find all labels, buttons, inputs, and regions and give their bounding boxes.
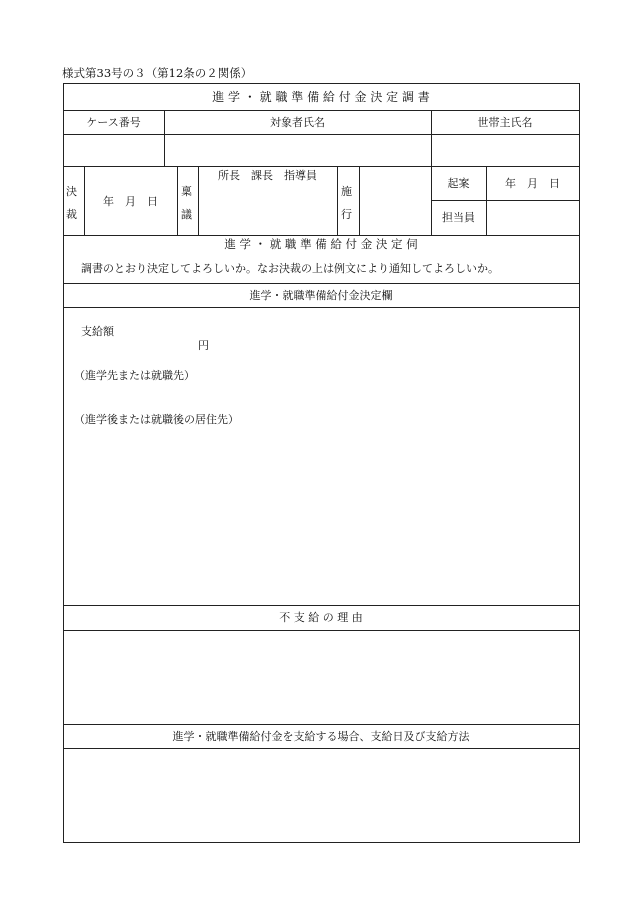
tantou-label: 担当員 (442, 211, 475, 224)
kessai-date: 年 月 日 (103, 195, 158, 208)
kian-label: 起案 (447, 177, 470, 190)
inquiry-text: 調書のとおり決定してよろしいか。なお決裁の上は例文により通知してよろしいか。 (81, 262, 499, 275)
decision-title: 進学・就職準備給付金決定欄 (249, 289, 393, 302)
yen-label: 円 (198, 339, 209, 352)
divider (63, 724, 579, 725)
kian-date: 年 月 日 (505, 177, 560, 190)
household-head-label: 世帯主氏名 (477, 116, 533, 129)
subject-name-field[interactable] (165, 135, 431, 166)
form-number: 様式第33号の３（第12条の２関係） (62, 66, 253, 80)
non-payment-field[interactable] (64, 631, 578, 724)
shiko-field[interactable] (360, 167, 431, 235)
ringi-label-1: 稟 (181, 185, 192, 198)
non-payment-title: 不 支 給 の 理 由 (279, 611, 363, 624)
kessai-label-2: 裁 (66, 208, 77, 221)
destination-label: （進学先または就職先） (74, 369, 195, 382)
ringi-label-2: 議 (181, 208, 192, 221)
divider (63, 110, 579, 111)
case-number-label: ケース番号 (86, 116, 141, 129)
shiko-label-1: 施 (341, 185, 352, 198)
tantou-field[interactable] (487, 201, 578, 235)
shiko-label-2: 行 (341, 208, 352, 221)
decision-field[interactable] (64, 308, 578, 605)
divider (63, 235, 579, 236)
residence-label: （進学後または就職後の居住先） (74, 413, 239, 426)
divider (63, 166, 579, 167)
divider (63, 605, 579, 606)
case-number-field[interactable] (64, 135, 164, 166)
form-title: 進 学 ・ 就 職 準 備 給 付 金 決 定 調 書 (212, 90, 430, 104)
amount-label: 支給額 (81, 325, 114, 338)
kessai-label-1: 決 (66, 185, 77, 198)
divider (337, 166, 338, 235)
divider (177, 166, 178, 235)
subject-name-label: 対象者氏名 (270, 116, 325, 129)
payment-method-field[interactable] (64, 749, 578, 841)
officials-label: 所長 課長 指導員 (218, 169, 317, 182)
inquiry-title: 進 学 ・ 就 職 準 備 給 付 金 決 定 伺 (224, 237, 418, 251)
payment-method-title: 進学・就職準備給付金を支給する場合、支給日及び支給方法 (172, 730, 470, 743)
divider (63, 283, 579, 284)
officials-stamp-field[interactable] (199, 184, 337, 234)
household-head-field[interactable] (432, 135, 578, 166)
